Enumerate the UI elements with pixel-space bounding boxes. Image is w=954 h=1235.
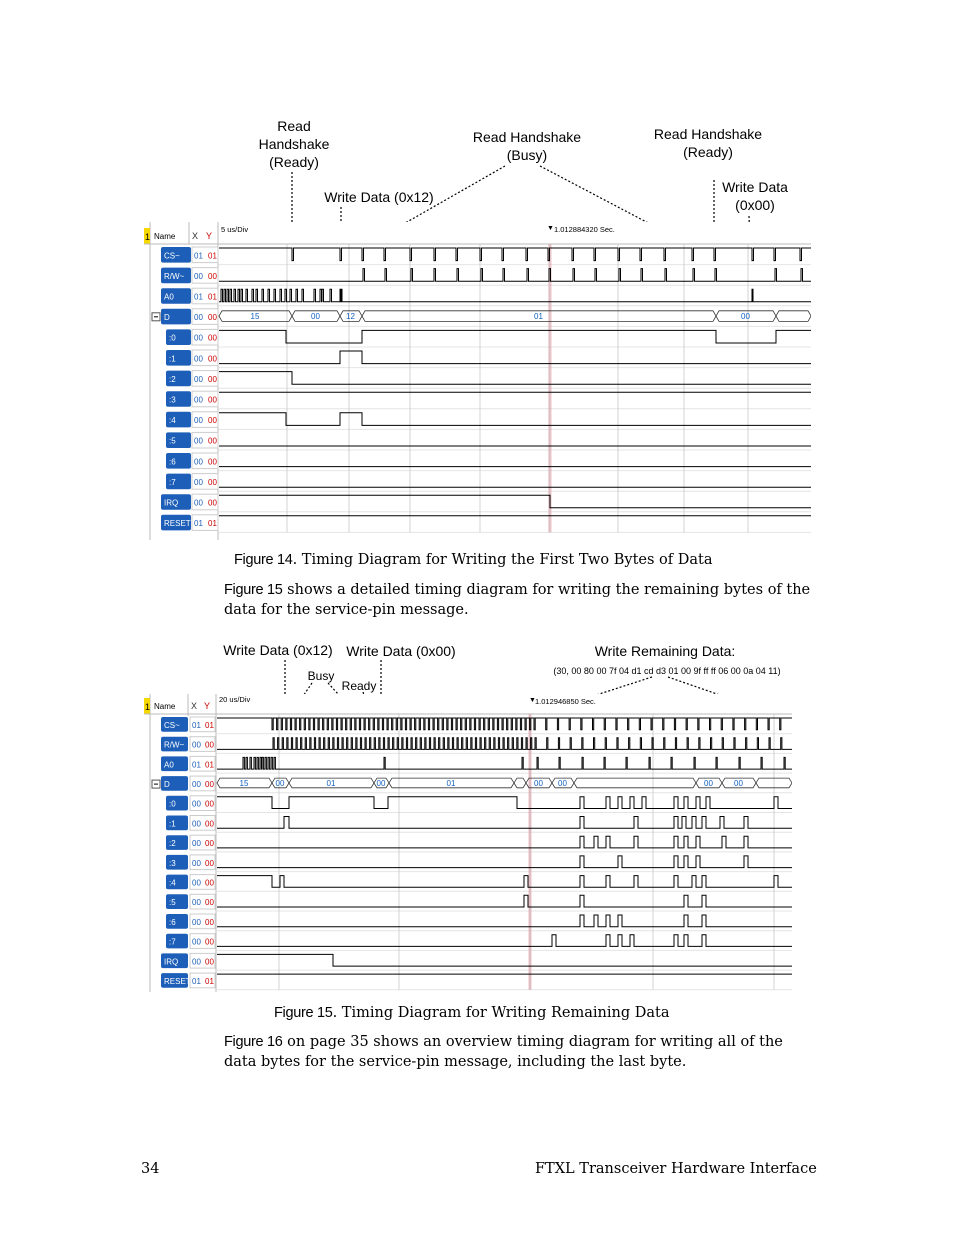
bus-value-label: 00: [275, 778, 285, 788]
signal-x-value: 00: [192, 839, 201, 849]
signal-x-value: 00: [194, 333, 203, 343]
signal-name: :3: [169, 858, 176, 868]
bus-value-label: 01: [534, 312, 543, 322]
figure15-timing-diagram: [144, 694, 792, 992]
signal-y-value: 00: [205, 839, 214, 849]
signal-name: :4: [169, 416, 176, 426]
figure16-reference-link[interactable]: Figure 16: [224, 1034, 283, 1050]
signal-name: :6: [169, 917, 176, 927]
signal-y-value: 00: [205, 878, 214, 888]
signal-x-value: 00: [192, 937, 201, 947]
signal-name: IRQ: [164, 957, 179, 967]
signal-y-value: 00: [208, 477, 217, 487]
figure14-caption-text: . Timing Diagram for Writing the First Two Bytes of Data: [292, 552, 713, 568]
figure15-reference-link[interactable]: Figure 15: [224, 582, 283, 598]
annotation-write-data-0x12: Write Data (0x12): [223, 642, 333, 658]
signal-x-value: 01: [192, 976, 201, 986]
signal-name: :2: [169, 374, 176, 384]
annotation-write-data-0x00: Write Data (0x00): [346, 643, 456, 659]
signal-x-value: 00: [192, 898, 201, 908]
header-y: Y: [206, 231, 213, 241]
annotation-write-data-0x12: Write Data (0x12): [324, 189, 434, 205]
annotation-line: Handshake: [258, 136, 330, 152]
signal-y-value: 01: [208, 519, 217, 529]
bus-value-label: 00: [734, 778, 743, 788]
signal-x-value: 00: [194, 498, 203, 508]
annotation-line: Read: [277, 118, 311, 134]
header-name: Name: [154, 702, 176, 711]
header-num: 1: [145, 702, 151, 712]
header-div: 5 us/Div: [221, 225, 249, 234]
header-num: 1: [145, 232, 151, 242]
signal-x-value: 00: [194, 436, 203, 446]
paragraph-text: shows a detailed timing diagram for writing the remaining bytes of the data for the service-pin message.: [224, 582, 811, 618]
signal-y-value: 01: [208, 251, 217, 261]
figure14-timing-diagram: [144, 222, 811, 540]
signal-y-value: 00: [208, 416, 217, 426]
signal-y-value: 01: [205, 720, 214, 730]
signal-name: D: [164, 779, 170, 789]
signal-x-value: 00: [192, 740, 201, 750]
signal-name: :7: [169, 477, 176, 487]
signal-y-value: 00: [205, 898, 214, 908]
annotation-remaining-bytes: (30, 00 80 00 7f 04 d1 cd d3 01 00 9f ff ff 06 00 0a 04 11): [553, 666, 781, 676]
signal-y-value: 01: [205, 976, 214, 986]
paragraph-text: on page 35 shows an overview timing diagram for writing all of the data bytes for the service-pin message, including the last byte.: [224, 1034, 783, 1070]
signal-y-value: 00: [205, 799, 214, 809]
signal-x-value: 00: [194, 395, 203, 405]
signal-y-value: 00: [208, 395, 217, 405]
time-cursor: [549, 244, 552, 532]
bus-value-label: 01: [326, 778, 336, 788]
bus-value-label: 00: [534, 778, 543, 788]
signal-name: RESET: [164, 976, 191, 986]
cursor-marker: ▼: [529, 697, 536, 704]
signal-y-value: 00: [205, 779, 214, 789]
bus-value-label: 00: [704, 778, 713, 788]
signal-x-value: 00: [192, 779, 201, 789]
figure15-caption-text: . Timing Diagram for Writing Remaining Data: [332, 1005, 670, 1021]
signal-name: :5: [169, 898, 176, 908]
annotation-line: Write Data: [722, 179, 788, 195]
signal-y-value: 00: [205, 819, 214, 829]
signal-x-value: 00: [194, 416, 203, 426]
annotation-line: Read Handshake: [653, 126, 763, 142]
signal-y-value: 00: [208, 436, 217, 446]
bus-value-label: 12: [346, 312, 355, 322]
signal-name: :0: [169, 333, 176, 343]
signal-y-value: 01: [208, 292, 217, 302]
signal-x-value: 00: [192, 799, 201, 809]
signal-y-value: 00: [208, 271, 217, 281]
bus-value-label: 00: [741, 312, 750, 322]
signal-x-value: 00: [192, 917, 201, 927]
signal-x-value: 00: [194, 271, 203, 281]
annotation-line: (0x00): [735, 197, 775, 213]
signal-y-value: 00: [208, 354, 217, 364]
signal-name: :1: [169, 819, 176, 829]
signal-x-value: 00: [194, 374, 203, 384]
annotation-line: (Ready): [683, 144, 733, 160]
bus-value-label: 00: [558, 778, 567, 788]
signal-name: R/W~: [164, 271, 185, 281]
signal-x-value: 01: [194, 519, 203, 529]
page-number: 34: [141, 1161, 160, 1177]
time-cursor: [529, 714, 532, 990]
signal-y-value: 00: [205, 957, 214, 967]
signal-name: :7: [169, 937, 176, 947]
signal-name: :0: [169, 799, 176, 809]
signal-x-value: 01: [192, 720, 201, 730]
signal-x-value: 00: [194, 457, 203, 467]
header-name: Name: [154, 232, 176, 241]
signal-name: :2: [169, 839, 176, 849]
signal-y-value: 00: [205, 917, 214, 927]
header-div: 20 us/Div: [219, 695, 251, 704]
figure14-leader-lines: [0, 0, 954, 260]
signal-x-value: 00: [194, 313, 203, 323]
header-cursor-time: 1.012884320 Sec.: [554, 225, 615, 234]
signal-x-value: 00: [192, 957, 201, 967]
signal-y-value: 00: [208, 457, 217, 467]
figure14-caption-label: Figure 14: [234, 552, 293, 568]
figure15-caption-label: Figure 15: [274, 1005, 333, 1021]
figure15-waveform-svg: [144, 694, 792, 992]
bus-value-label: 01: [446, 778, 456, 788]
paragraph-figure15-intro: [224, 580, 816, 620]
signal-name: CS~: [164, 720, 180, 730]
cursor-marker: ▼: [547, 225, 554, 232]
annotation-write-remaining-data: Write Remaining Data:: [594, 643, 736, 659]
signal-x-value: 00: [192, 819, 201, 829]
annotation-line: (Ready): [269, 154, 319, 170]
signal-name: RESET: [164, 519, 191, 529]
bus-value-label: 00: [311, 312, 320, 322]
header-x: X: [191, 701, 198, 711]
signal-name: CS~: [164, 251, 180, 261]
header-x: X: [192, 231, 199, 241]
figure14-caption: [234, 552, 713, 568]
signal-y-value: 00: [205, 937, 214, 947]
signal-x-value: 01: [192, 760, 201, 770]
figure15-caption: [274, 1005, 669, 1021]
signal-x-value: 00: [192, 878, 201, 888]
signal-name: :1: [169, 354, 176, 364]
signal-name: A0: [164, 292, 174, 302]
signal-name: A0: [164, 760, 174, 770]
signal-y-value: 00: [205, 740, 214, 750]
header-y: Y: [204, 701, 211, 711]
signal-y-value: 00: [208, 333, 217, 343]
signal-y-value: 01: [205, 760, 214, 770]
signal-name: :6: [169, 457, 176, 467]
signal-x-value: 01: [194, 292, 203, 302]
signal-name: D: [164, 313, 170, 323]
signal-name: IRQ: [164, 498, 179, 508]
signal-x-value: 01: [194, 251, 203, 261]
annotation-ready: Ready: [341, 679, 377, 693]
annotation-line: (Busy): [506, 147, 548, 163]
signal-y-value: 00: [205, 858, 214, 868]
annotation-line: Read Handshake: [472, 129, 582, 145]
signal-y-value: 00: [208, 374, 217, 384]
bus-value-label: 00: [376, 778, 386, 788]
signal-y-value: 00: [208, 498, 217, 508]
signal-x-value: 00: [194, 477, 203, 487]
bus-value-label: 15: [239, 778, 249, 788]
header-cursor-time: 1.012946850 Sec.: [535, 697, 596, 706]
signal-name: :4: [169, 878, 176, 888]
bus-value-label: 15: [250, 312, 260, 322]
signal-x-value: 00: [192, 858, 201, 868]
footer-title: FTXL Transceiver Hardware Interface: [535, 1161, 817, 1177]
signal-y-value: 00: [208, 313, 217, 323]
signal-x-value: 00: [194, 354, 203, 364]
figure14-waveform-svg: [144, 222, 811, 540]
signal-name: :3: [169, 395, 176, 405]
signal-name: :5: [169, 436, 176, 446]
annotation-busy: Busy: [307, 669, 335, 683]
paragraph-figure16-intro: [224, 1032, 794, 1072]
signal-name: R/W~: [164, 740, 185, 750]
